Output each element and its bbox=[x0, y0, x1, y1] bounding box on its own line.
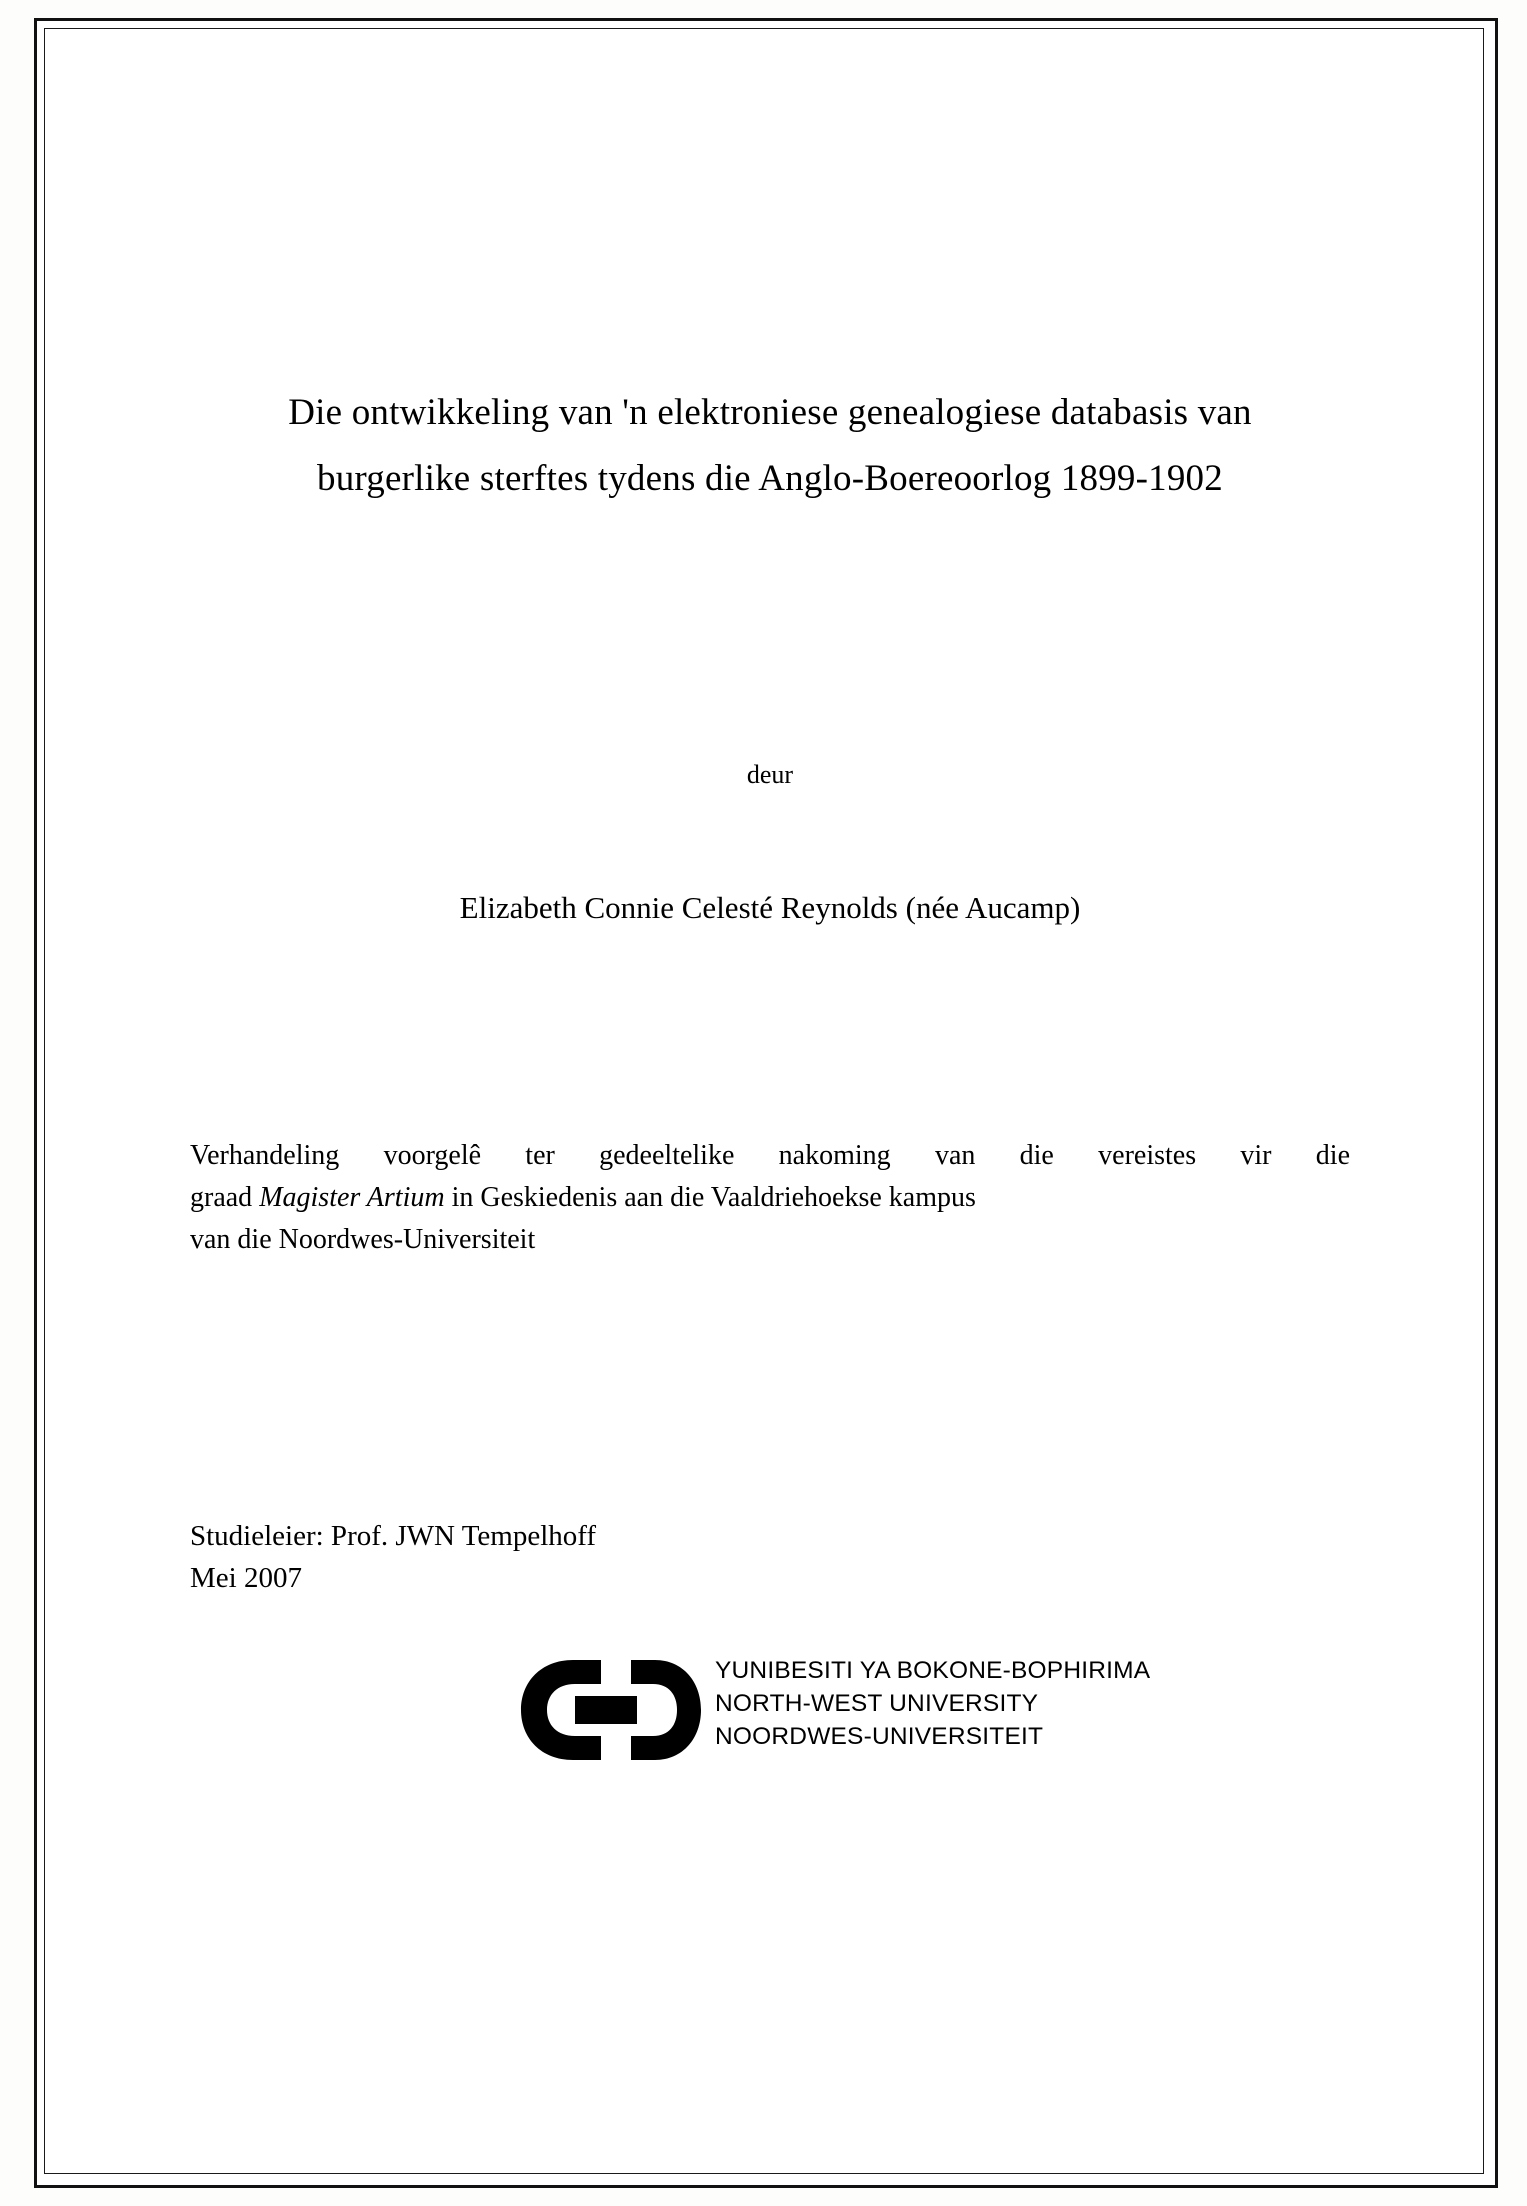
supervisor-name: Studieleier: Prof. JWN Tempelhoff bbox=[190, 1520, 597, 1552]
author-name: Elizabeth Connie Celesté Reynolds (née Aucamp) bbox=[459, 890, 1081, 925]
degree-statement-line-2 bbox=[190, 1177, 1350, 1219]
university-logo-text bbox=[715, 1654, 1150, 1753]
logo-text-line-3: NOORDWES-UNIVERSITEIT bbox=[715, 1723, 1044, 1750]
title-line-1: Die ontwikkeling van 'n elektroniese genealogiese databasis van bbox=[288, 392, 1252, 433]
degree-name: Magister Artium bbox=[259, 1182, 445, 1213]
north-west-university-logo-icon bbox=[515, 1654, 705, 1766]
title-line-2: burgerlike sterftes tydens die Anglo-Boereoorlog 1899-1902 bbox=[317, 458, 1223, 499]
submission-date: Mei 2007 bbox=[190, 1562, 302, 1594]
degree-statement-line-2-pre: graad bbox=[190, 1182, 260, 1213]
logo-text-line-1: YUNIBESITI YA BOKONE-BOPHIRIMA bbox=[715, 1657, 1151, 1684]
supervisor-block bbox=[190, 1515, 1090, 1599]
degree-statement-line-2-post: in Geskiedenis aan die Vaaldriehoekse kampus bbox=[444, 1182, 976, 1213]
degree-statement-line-1: Verhandeling voorgelê ter gedeeltelike nakoming van die vereistes vir die bbox=[190, 1140, 1350, 1171]
title-page-content bbox=[120, 60, 1410, 2140]
logo-text-line-2: NORTH-WEST UNIVERSITY bbox=[715, 1690, 1039, 1717]
by-label: deur bbox=[746, 760, 794, 789]
university-logo bbox=[515, 1650, 1235, 1780]
degree-statement-line-3: van die Noordwes-Universiteit bbox=[190, 1224, 536, 1255]
page-title bbox=[180, 380, 1360, 512]
degree-statement bbox=[190, 1135, 1350, 1261]
